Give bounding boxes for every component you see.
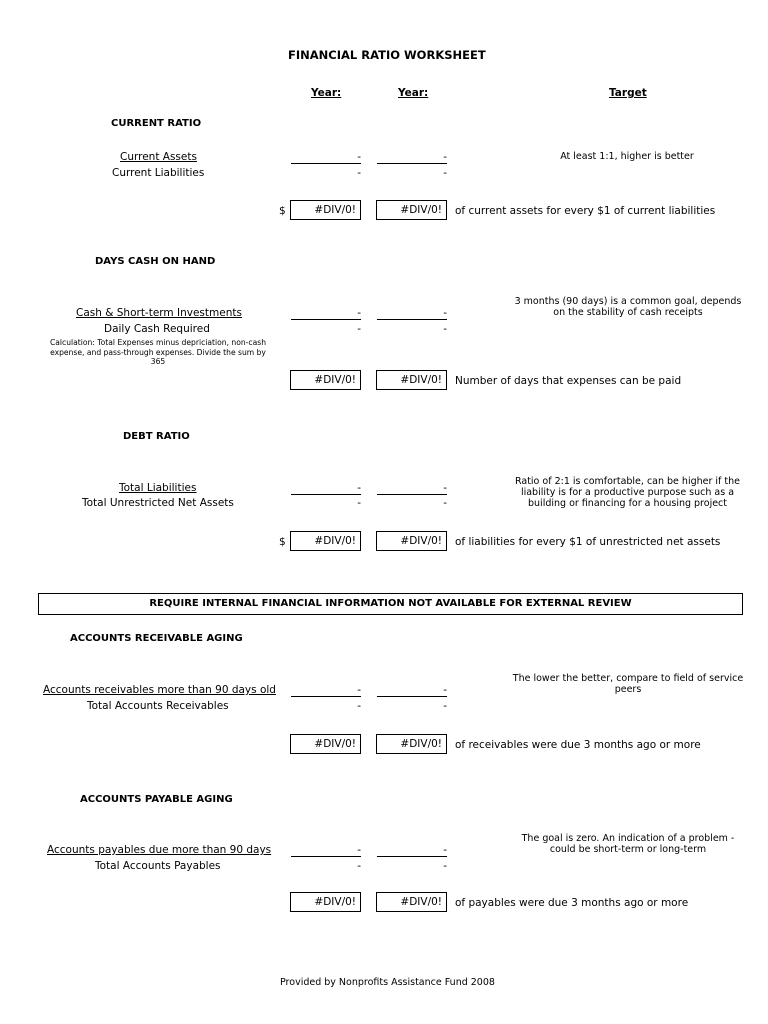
total-ar-year1[interactable]: -: [357, 700, 361, 712]
current-assets-year2[interactable]: -: [377, 151, 447, 164]
ap-aging-result-description: of payables were due 3 months ago or more: [455, 897, 689, 909]
ap-over-90-year2[interactable]: -: [377, 844, 447, 857]
debt-ratio-target: Ratio of 2:1 is comfortable, can be higher if the liability is for a productive purpose such as a building or financing for a housing project: [514, 476, 740, 509]
ar-aging-result-year1: #DIV/0!: [290, 734, 361, 754]
internal-info-banner: REQUIRE INTERNAL FINANCIAL INFORMATION NOT AVAILABLE FOR EXTERNAL REVIEW: [38, 593, 743, 615]
ar-aging-target: The lower the better, compare to field of service peers: [512, 673, 744, 695]
ap-over-90-year1[interactable]: -: [291, 844, 361, 857]
total-liabilities-year2[interactable]: -: [377, 482, 447, 495]
ar-over-90-year2[interactable]: -: [377, 684, 447, 697]
ar-aging-result-description: of receivables were due 3 months ago or more: [455, 739, 701, 751]
current-assets-year1[interactable]: -: [291, 151, 361, 164]
total-liabilities-year1[interactable]: -: [291, 482, 361, 495]
daily-cash-year1[interactable]: -: [357, 323, 361, 335]
debt-ratio-result-year1: #DIV/0!: [290, 531, 361, 551]
current-liabilities-year2[interactable]: -: [443, 167, 447, 179]
cash-investments-year1[interactable]: -: [291, 307, 361, 320]
section-heading-current-ratio: CURRENT RATIO: [111, 118, 202, 129]
ap-aging-result-year1: #DIV/0!: [290, 892, 361, 912]
header-target: Target: [609, 87, 647, 99]
ap-aging-result-year2: #DIV/0!: [376, 892, 447, 912]
unrestricted-net-assets-year1[interactable]: -: [357, 497, 361, 509]
daily-cash-calculation-note: Calculation: Total Expenses minus depriciation, non-cash expense, and pass-through expenses. Divide the sum by 365: [49, 338, 267, 366]
header-year-2: Year:: [398, 87, 429, 99]
section-heading-ar-aging: ACCOUNTS RECEIVABLE AGING: [70, 633, 243, 644]
footer-credit: Provided by Nonprofits Assistance Fund 2008: [280, 977, 495, 988]
current-dollar-sign: $: [279, 205, 286, 217]
ar-over-90-label: Accounts receivables more than 90 days old: [43, 684, 276, 696]
total-ap-label: Total Accounts Payables: [95, 860, 221, 872]
current-liabilities-year1[interactable]: -: [357, 167, 361, 179]
debt-ratio-result-year2: #DIV/0!: [376, 531, 447, 551]
total-ap-year1[interactable]: -: [357, 860, 361, 872]
debt-ratio-result-description: of liabilities for every $1 of unrestricted net assets: [455, 536, 721, 548]
total-liabilities-label: Total Liabilities: [119, 482, 197, 494]
header-year-1: Year:: [311, 87, 342, 99]
ap-over-90-label: Accounts payables due more than 90 days: [47, 844, 272, 856]
unrestricted-net-assets-label: Total Unrestricted Net Assets: [82, 497, 234, 509]
daily-cash-required-label: Daily Cash Required: [104, 323, 210, 335]
current-assets-label: Current Assets: [120, 151, 197, 163]
cash-investments-year2[interactable]: -: [377, 307, 447, 320]
ar-aging-result-year2: #DIV/0!: [376, 734, 447, 754]
section-heading-ap-aging: ACCOUNTS PAYABLE AGING: [80, 794, 233, 805]
days-cash-result-description: Number of days that expenses can be paid: [455, 375, 682, 387]
current-liabilities-label: Current Liabilities: [112, 167, 205, 179]
current-ratio-result-description: of current assets for every $1 of current liabilities: [455, 205, 716, 217]
cash-investments-label: Cash & Short-term Investments: [76, 307, 242, 319]
daily-cash-year2[interactable]: -: [443, 323, 447, 335]
days-cash-result-year1: #DIV/0!: [290, 370, 361, 390]
debt-dollar-sign: $: [279, 536, 286, 548]
days-cash-target: 3 months (90 days) is a common goal, depends on the stability of cash receipts: [514, 296, 742, 318]
page-title: FINANCIAL RATIO WORKSHEET: [288, 48, 486, 62]
current-ratio-target: At least 1:1, higher is better: [560, 151, 694, 162]
days-cash-result-year2: #DIV/0!: [376, 370, 447, 390]
ap-aging-target: The goal is zero. An indication of a problem - could be short-term or long-term: [521, 833, 735, 855]
current-ratio-result-year1: #DIV/0!: [290, 200, 361, 220]
unrestricted-net-assets-year2[interactable]: -: [443, 497, 447, 509]
ar-over-90-year1[interactable]: -: [291, 684, 361, 697]
section-heading-days-cash: DAYS CASH ON HAND: [95, 256, 216, 267]
total-ar-label: Total Accounts Receivables: [87, 700, 229, 712]
total-ar-year2[interactable]: -: [443, 700, 447, 712]
total-ap-year2[interactable]: -: [443, 860, 447, 872]
current-ratio-result-year2: #DIV/0!: [376, 200, 447, 220]
section-heading-debt-ratio: DEBT RATIO: [123, 431, 190, 442]
